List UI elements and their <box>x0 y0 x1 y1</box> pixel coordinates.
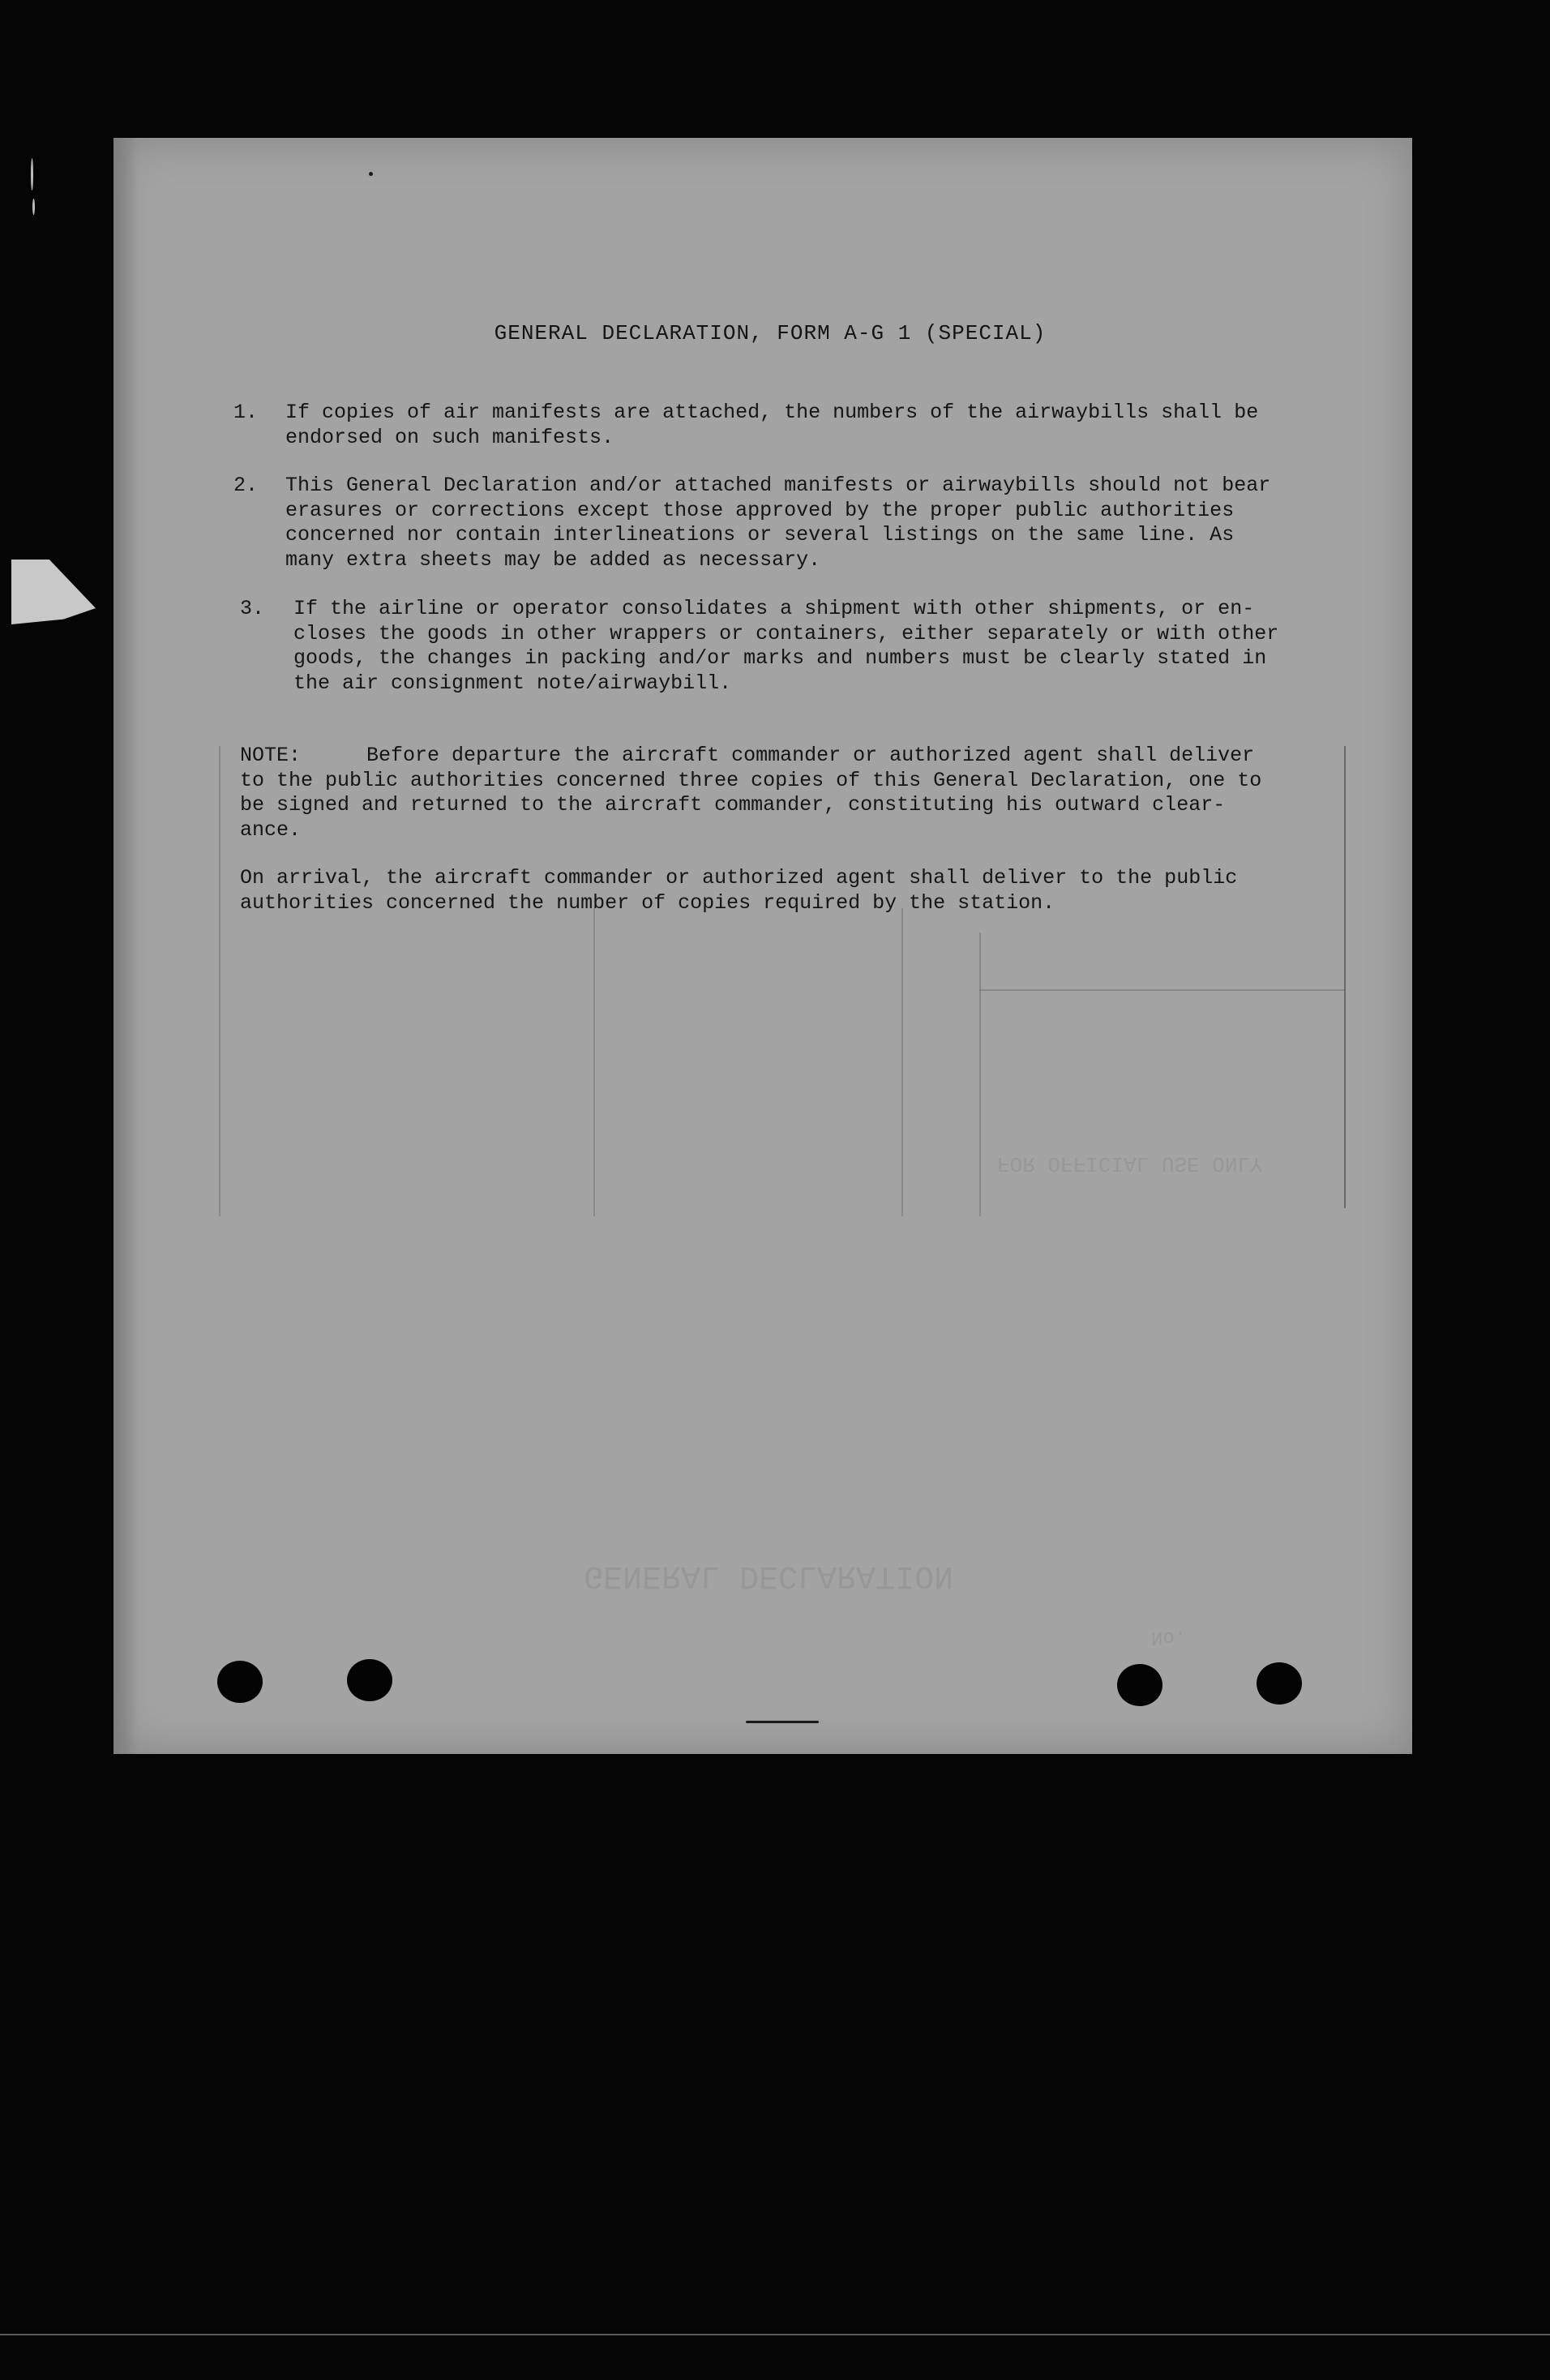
sheet-shadow-edge <box>113 138 138 1754</box>
item-line: many extra sheets may be added as necessary. <box>285 547 821 572</box>
speck <box>369 172 373 176</box>
item-number: 3. <box>240 597 265 620</box>
speck <box>32 199 35 215</box>
item-number: 2. <box>233 474 259 497</box>
note-line: to the public authorities concerned three copies of this General Declaration, one to <box>240 768 1262 792</box>
item-line: This General Declaration and/or attached manifests or airwaybills should not bear <box>285 474 1271 497</box>
item-line: concerned nor contain interlineations or several listings on the same line. As <box>285 523 1235 547</box>
item-text <box>285 401 1315 450</box>
note-line: Before departure the aircraft commander or authorized agent shall deliver <box>366 744 1255 767</box>
bleed-grid-line <box>979 933 981 1216</box>
punch-hole <box>1257 1662 1302 1705</box>
scan-border-line <box>0 2334 1550 2335</box>
item-line: If copies of air manifests are attached, the numbers of the airwaybills shall be <box>285 401 1259 424</box>
document-title: GENERAL DECLARATION, FORM A-G 1 (SPECIAL) <box>494 321 1047 345</box>
document-sheet <box>113 138 1412 1754</box>
item-line: goods, the changes in packing and/or marks and numbers must be clearly stated in <box>293 646 1267 670</box>
speck <box>31 158 33 191</box>
note-text <box>240 744 1318 843</box>
arrival-line: authorities concerned the number of copies required by the station. <box>240 890 1055 915</box>
paper-tab <box>11 560 96 624</box>
bleed-through-official: FOR OFFICIAL USE ONLY <box>997 1151 1263 1176</box>
item-text <box>285 474 1315 572</box>
punch-hole <box>1117 1664 1162 1706</box>
item-text <box>293 597 1323 696</box>
arrival-line: On arrival, the aircraft commander or authorized agent shall deliver to the public <box>240 866 1238 890</box>
bleed-through-title: GENERAL DECLARATION <box>584 1557 954 1593</box>
note-box-right-border <box>1344 746 1346 1208</box>
bleed-grid-line <box>593 908 595 1216</box>
arrival-text <box>240 866 1326 916</box>
punch-hole <box>347 1659 392 1701</box>
bleed-grid-line <box>979 989 1344 991</box>
note-label: NOTE: <box>240 744 302 767</box>
bleed-through-number: No. <box>1151 1626 1187 1648</box>
bleed-grid-line <box>901 908 903 1216</box>
item-line: closes the goods in other wrappers or containers, either separately or with other <box>293 621 1279 645</box>
bleed-grid-line <box>219 746 221 1216</box>
item-line: erasures or corrections except those approved by the proper public authorities <box>285 498 1235 522</box>
item-line: endorsed on such manifests. <box>285 425 614 449</box>
note-line: be signed and returned to the aircraft commander, constituting his outward clear- <box>240 793 1226 817</box>
speck <box>746 1721 819 1723</box>
item-line: the air consignment note/airwaybill. <box>293 671 732 695</box>
item-line: If the airline or operator consolidates a shipment with other shipments, or en- <box>293 597 1255 620</box>
punch-hole <box>217 1661 263 1703</box>
item-number: 1. <box>233 401 259 424</box>
note-line: ance. <box>240 817 302 842</box>
